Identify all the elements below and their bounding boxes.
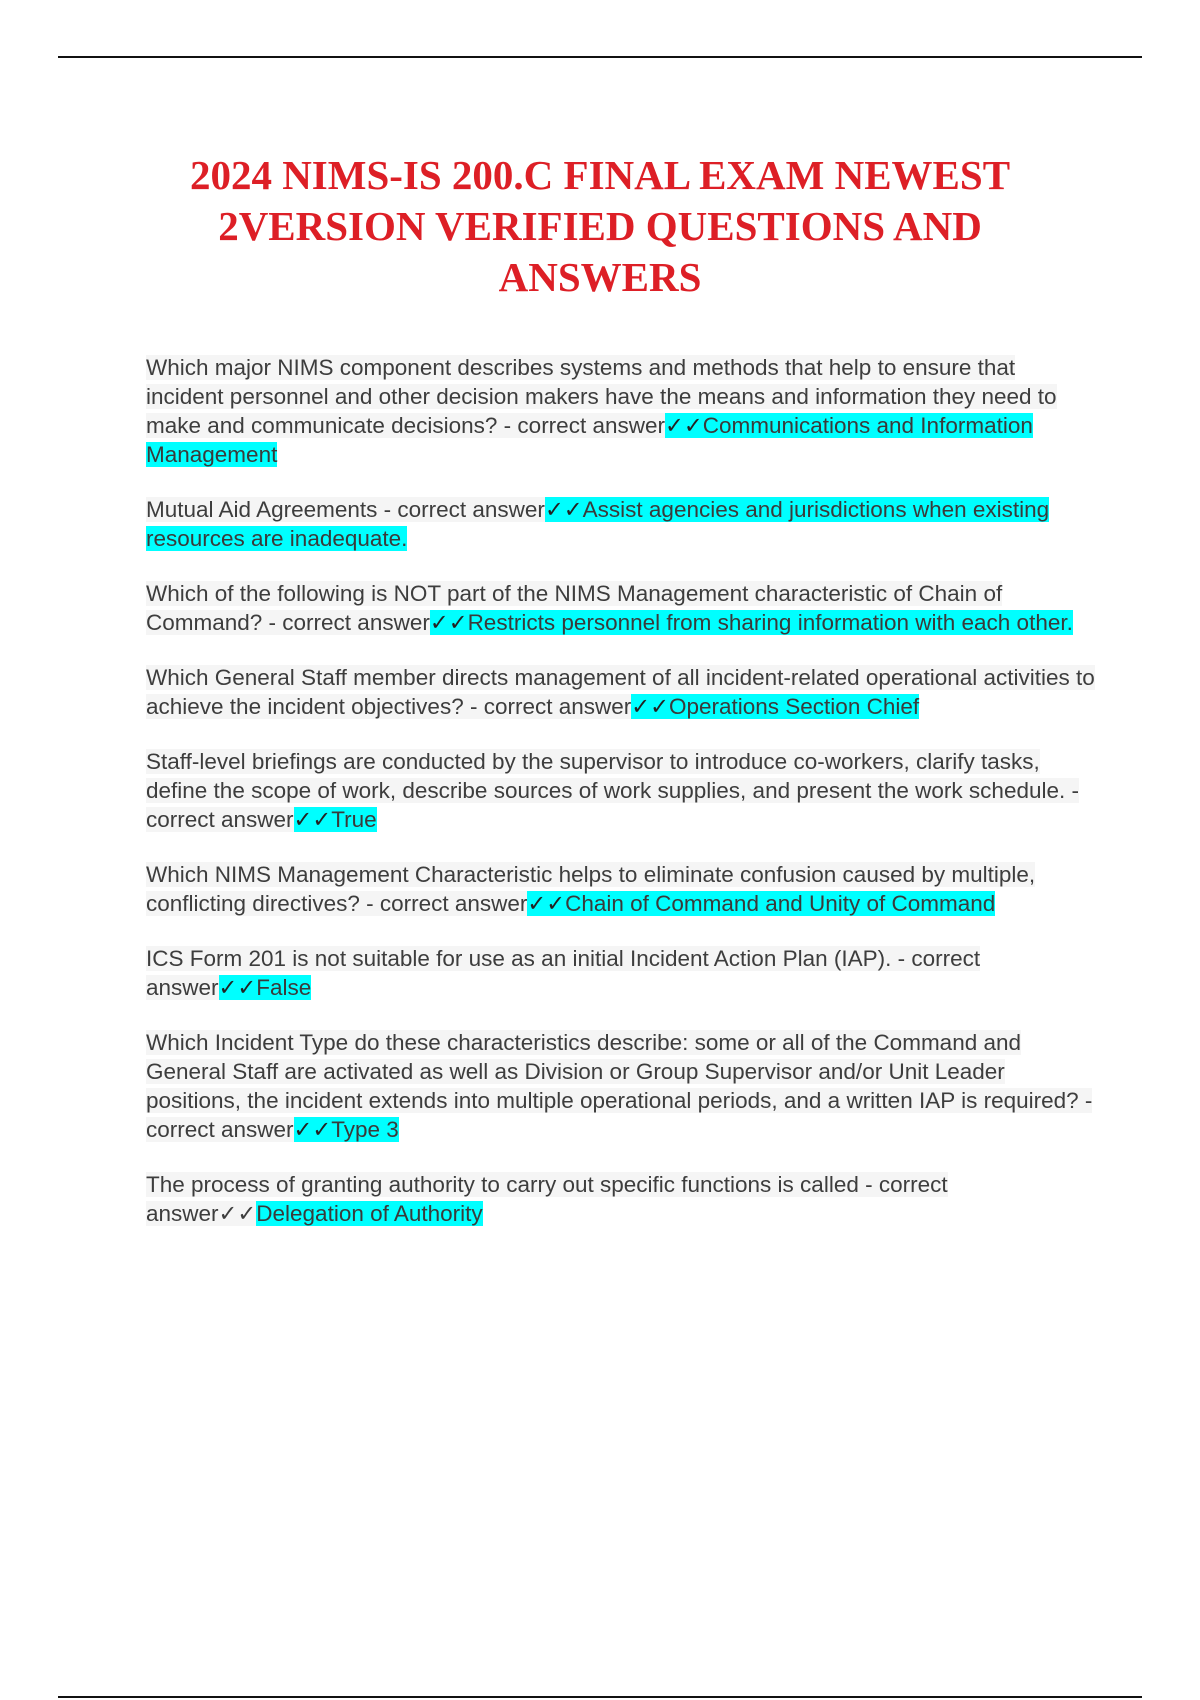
check-icon: ✓✓: [218, 975, 257, 1000]
qa-item: [146, 353, 1096, 469]
question-text: Mutual Aid Agreements - correct answer: [146, 497, 545, 522]
check-icon: ✓✓: [218, 1201, 257, 1226]
qa-item: [146, 1028, 1096, 1144]
question-text: Which General Staff member directs management of all incident-related operational activities to achieve the incident objectives? - correct answer: [146, 665, 1095, 719]
check-icon: ✓✓: [293, 1117, 332, 1142]
qa-item: [146, 747, 1096, 834]
document-title: 2024 NIMS-IS 200.C FINAL EXAM NEWEST 2VERSION VERIFIED QUESTIONS AND ANSWERS: [189, 152, 1011, 300]
answer-highlight: [219, 975, 312, 1000]
answer-text: Assist agencies and jurisdictions when existing resources are inadequate.: [146, 497, 1050, 551]
qa-item: [146, 944, 1096, 1002]
check-icon: ✓✓: [527, 891, 566, 916]
answer-text: Chain of Command and Unity of Command: [565, 891, 996, 916]
top-rule: [58, 56, 1142, 58]
bottom-rule: [58, 1696, 1142, 1698]
qa-item: [146, 1170, 1096, 1228]
check-icon: ✓✓: [664, 413, 703, 438]
check-icon: ✓✓: [631, 694, 669, 719]
answer-highlight: [631, 694, 919, 719]
question-text: Staff-level briefings are conducted by the supervisor to introduce co-workers, clarify tasks, define the scope of work, describe sources of work supplies, and present the work schedule. - correct answer: [146, 749, 1079, 832]
qa-list: [146, 353, 1096, 1254]
check-icon: ✓✓: [293, 807, 332, 832]
answer-text: Communications and Information Management: [146, 413, 1033, 467]
question-text: Which NIMS Management Characteristic helps to eliminate confusion caused by multiple, conflicting directives? - correct answer: [146, 862, 1036, 916]
answer-highlight: [527, 891, 995, 916]
qa-item: [146, 495, 1096, 553]
question-text: Which major NIMS component describes systems and methods that help to ensure that incident personnel and other decision makers have the means and information they need to make and communicate decisions? - correct answer: [146, 355, 1057, 438]
qa-item: [146, 579, 1096, 637]
answer-highlight: [294, 807, 377, 832]
check-icon: ✓✓: [429, 610, 468, 635]
question-text: Which Incident Type do these characteristics describe: some or all of the Command and General Staff are activated as well as Division or Group Supervisor and/or Unit Leader positions, the incident extends into multiple operational periods, and a written IAP is required? - correct answer: [146, 1030, 1093, 1142]
answer-highlight: [294, 1117, 399, 1142]
answer-text: Operations Section Chief: [668, 694, 920, 719]
qa-item: [146, 663, 1096, 721]
answer-text: False: [256, 975, 312, 1000]
qa-item: [146, 860, 1096, 918]
question-text: Which of the following is NOT part of the NIMS Management characteristic of Chain of Command? - correct answer: [146, 581, 1003, 635]
question-text: ICS Form 201 is not suitable for use as an initial Incident Action Plan (IAP). - correct answer: [146, 946, 981, 1000]
answer-text: Restricts personnel from sharing information with each other.: [467, 610, 1073, 635]
answer-text: Type 3: [331, 1117, 399, 1142]
answer-highlight: [430, 610, 1073, 635]
answer-text: Delegation of Authority: [256, 1201, 483, 1226]
answer-text: True: [331, 807, 377, 832]
question-text: The process of granting authority to carry out specific functions is called - correct answer: [146, 1172, 948, 1226]
check-icon: ✓✓: [544, 497, 583, 522]
